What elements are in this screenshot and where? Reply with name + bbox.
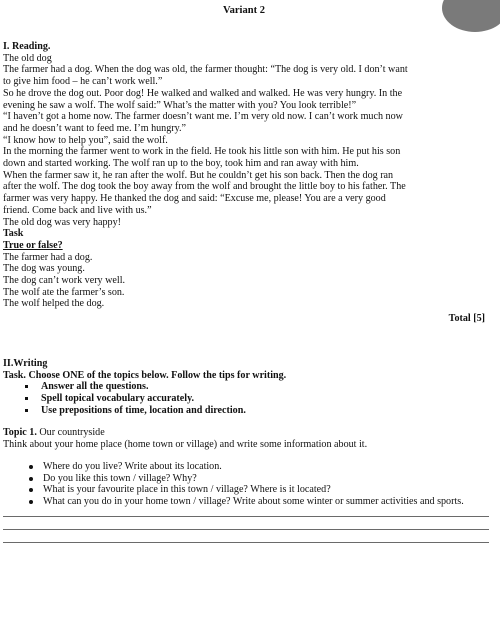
statement: The dog can’t work very well.: [3, 275, 126, 287]
worksheet-page: [3, 5, 485, 555]
story-line: When the farmer saw it, he ran after the wolf. But he couldn’t get his son back. Then the dog ran: [3, 169, 394, 181]
true-false-label: True or false?: [3, 239, 63, 251]
statement-list: [3, 252, 485, 311]
answer-line[interactable]: [3, 529, 489, 530]
question-item: [31, 473, 485, 485]
question-item: [31, 461, 485, 473]
story-text: [3, 64, 485, 228]
topic-heading: [3, 427, 485, 439]
task-label: Task: [3, 228, 24, 240]
story-line: So he drove the dog out. Poor dog! He walked and walked and walked. He was very hungry. In the: [3, 87, 403, 99]
story-line: after the wolf. The dog took the boy away from the wolf and brought the little boy to his father. The: [3, 181, 406, 193]
tips-list: [33, 381, 485, 416]
story-line: evening he saw a wolf. The wolf said:” What’s the matter with you? You look terrible!”: [3, 99, 357, 111]
story-line: “I haven’t got a home now. The farmer doesn’t want me. I’m very old now. I can’t work much now: [3, 111, 403, 123]
reading-heading: I. Reading.: [3, 41, 51, 52]
question-item: [31, 496, 481, 508]
question-text: What can you do in your home town / village? Write about some winter or summer activities and sports.: [43, 495, 464, 507]
square-bullet-icon: [25, 385, 28, 388]
tip-text: Use prepositions of time, location and direction.: [41, 404, 246, 416]
writing-task: Task. Choose ONE of the topics below. Follow the tips for writing.: [3, 369, 287, 381]
story-line: to give him food – he can’t work well.”: [3, 76, 163, 88]
tip-text: Answer all the questions.: [41, 381, 149, 393]
story-line: “I know how to help you”, said the wolf.: [3, 134, 168, 146]
tip-item: [33, 381, 485, 393]
answer-line[interactable]: [3, 542, 489, 543]
question-text: What is your favourite place in this town / village? Where is it located?: [43, 484, 331, 496]
statement: The wolf ate the farmer’s son.: [3, 286, 125, 298]
story-line: farmer was very happy. He thanked the dog and said: “Excuse me, please! You are a very good: [3, 193, 386, 205]
story-title: The old dog: [3, 52, 52, 64]
story-line: down and started working. The wolf ran up to the boy, took him and ran away with him.: [3, 158, 359, 170]
bullet-dot-icon: [29, 500, 33, 504]
question-text: Where do you live? Write about its location.: [43, 460, 222, 472]
square-bullet-icon: [25, 409, 28, 412]
total-score: Total [5]: [448, 313, 485, 325]
section-gap: [3, 325, 485, 358]
statement: The wolf helped the dog.: [3, 298, 105, 310]
statement: The dog was young.: [3, 263, 85, 275]
tip-item: [33, 393, 485, 405]
question-item: [31, 484, 485, 496]
tip-item: [33, 405, 485, 417]
topic-intro: Think about your home place (home town or village) and write some information about it.: [3, 439, 368, 451]
story-line: In the morning the farmer went to work in the field. He took his little son with him. He put his son: [3, 146, 401, 158]
answer-lines: [3, 516, 485, 543]
question-text: Do you like this town / village? Why?: [43, 472, 197, 484]
bullet-dot-icon: [29, 465, 33, 469]
story-line: The old dog was very happy!: [3, 216, 122, 228]
topic-label: Topic 1.: [3, 427, 37, 439]
variant-title: Variant 2: [223, 5, 265, 16]
story-line: friend. Come back and live with us.”: [3, 204, 152, 216]
story-line: The farmer had a dog. When the dog was old, the farmer thought: “The dog is very old. I don’t want: [3, 64, 408, 76]
bullet-dot-icon: [29, 477, 33, 481]
statement: The farmer had a dog.: [3, 251, 93, 263]
writing-heading: II.Writing: [3, 357, 48, 369]
answer-line[interactable]: [3, 516, 489, 517]
tip-text: Spell topical vocabulary accurately.: [41, 392, 195, 404]
bullet-dot-icon: [29, 488, 33, 492]
question-list: [31, 461, 485, 508]
square-bullet-icon: [25, 397, 28, 400]
topic-name: Our countryside: [36, 427, 105, 439]
story-line: and he doesn’t want to feed me. I’m hungry.”: [3, 122, 187, 134]
